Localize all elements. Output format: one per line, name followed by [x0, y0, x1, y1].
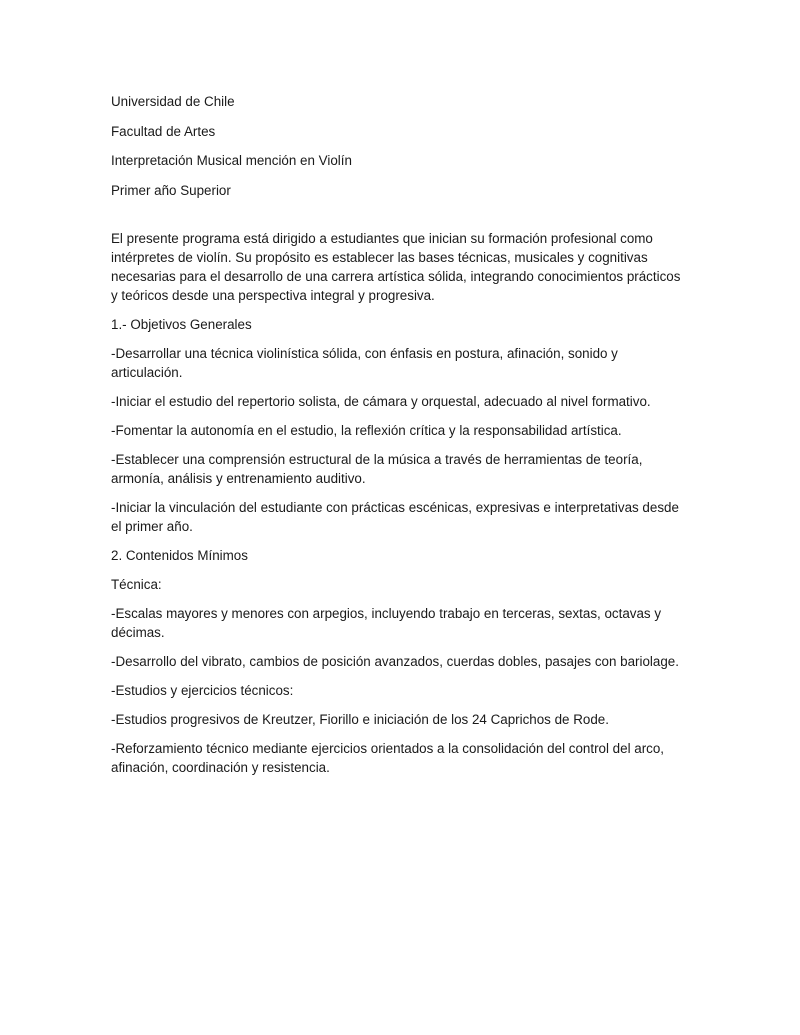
contents-heading: 2. Contenidos Mínimos [111, 547, 248, 563]
intro-paragraph: El presente programa está dirigido a estudiantes que inician su formación profesional como intérpretes de violín. Su propósito es establecer las bases técnicas, musicales y cognitivas necesarias para el desarrollo de una carrera artística sólida, integrando conocimientos prácticos y teóricos desde una perspectiva integral y progresiva. [111, 230, 681, 303]
faculty-name: Facultad de Artes [111, 123, 216, 139]
document-body [111, 92, 686, 787]
objective-item: -Fomentar la autonomía en el estudio, la reflexión crítica y la responsabilidad artística. [111, 422, 622, 438]
objectives-heading: 1.- Objetivos Generales [111, 316, 252, 332]
program-name: Interpretación Musical mención en Violín [111, 153, 352, 168]
objective-item: -Establecer una comprensión estructural de la música a través de herramientas de teoría, armonía, análisis y entrenamiento auditivo. [111, 451, 643, 486]
content-item: -Estudios y ejercicios técnicos: [111, 682, 294, 698]
content-item: -Estudios progresivos de Kreutzer, Fiorillo e iniciación de los 24 Caprichos de Rode. [111, 711, 609, 727]
course-level: Primer año Superior [111, 182, 231, 198]
document-header [111, 92, 686, 200]
content-item: -Desarrollo del vibrato, cambios de posición avanzados, cuerdas dobles, pasajes con bariolage. [111, 653, 679, 669]
university-name: Universidad de Chile [111, 94, 235, 109]
content-item: -Escalas mayores y menores con arpegios, incluyendo trabajo en terceras, sextas, octavas y décimas. [111, 605, 662, 640]
objective-item: -Iniciar el estudio del repertorio solista, de cámara y orquestal, adecuado al nivel formativo. [111, 393, 651, 409]
objective-item: -Desarrollar una técnica violinística sólida, con énfasis en postura, afinación, sonido y articulación. [111, 345, 618, 380]
content-item: -Reforzamiento técnico mediante ejercicios orientados a la consolidación del control del arco, afinación, coordinación y resistencia. [111, 740, 665, 775]
technique-subheading: Técnica: [111, 576, 162, 592]
objective-item: -Iniciar la vinculación del estudiante con prácticas escénicas, expresivas e interpretativas desde el primer año. [111, 499, 679, 534]
